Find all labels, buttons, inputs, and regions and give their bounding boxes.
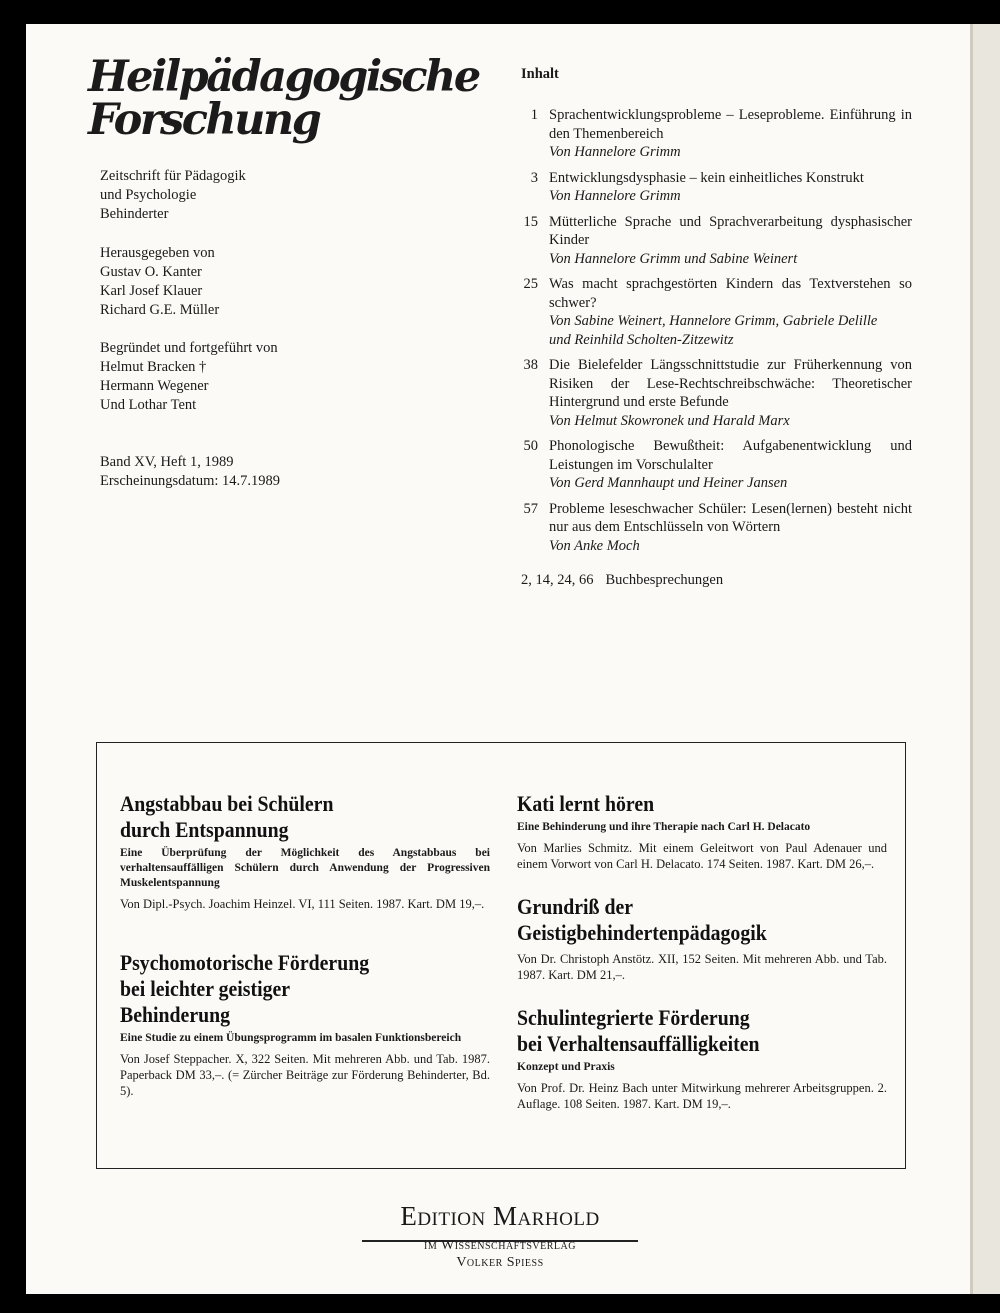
book-title-line: Grundriß der bbox=[517, 894, 634, 919]
book-details: Von Prof. Dr. Heinz Bach unter Mitwirkung mehrerer Arbeitsgruppen. 2. Auflage. 108 Seiten. 1987. Kart. DM 19,–. bbox=[517, 1081, 887, 1111]
book-ad bbox=[517, 791, 887, 872]
toc-title: Was macht sprachgestörten Kindern das Textverstehen so schwer? bbox=[549, 276, 912, 311]
book-title-line: Angstabbau bei Schülern bbox=[120, 791, 334, 816]
toc-page-number: 50 bbox=[523, 438, 538, 454]
next-page-edge bbox=[970, 24, 1000, 1294]
toc-page-number: 57 bbox=[523, 500, 538, 517]
book-title bbox=[517, 894, 886, 946]
book-subtitle: Konzept und Praxis bbox=[517, 1061, 615, 1073]
toc-page-number: 1 bbox=[530, 107, 538, 123]
toc-title: Probleme leseschwacher Schüler: Lesen(lernen) besteht nicht nur aus dem Entschlüsseln von Wörtern bbox=[549, 500, 912, 535]
toc-authors: und Reinhild Scholten-Zitzewitz bbox=[549, 331, 734, 348]
subtitle-line: Zeitschrift für Pädagogik bbox=[100, 168, 246, 184]
toc-entry[interactable] bbox=[512, 275, 912, 349]
toc-entry[interactable] bbox=[512, 500, 912, 556]
book-details: Von Josef Steppacher. X, 322 Seiten. Mit mehreren Abb. und Tab. 1987. Paperback DM 33,–. (= Zürcher Beiträge zur Förderung Behinderter, Bd. 5). bbox=[120, 1052, 490, 1098]
toc-reviews-pages: 2, 14, 24, 66 bbox=[521, 572, 594, 588]
book-details: Von Marlies Schmitz. Mit einem Geleitwort von Paul Adenauer und einem Vorwort von Carl H. Delacato. 174 Seiten. 1987. Kart. DM 26,–. bbox=[517, 841, 887, 871]
ad-column-left bbox=[120, 791, 490, 1117]
founders-line: Begründet und fortgeführt von bbox=[100, 340, 278, 356]
toc-entry[interactable] bbox=[512, 106, 912, 162]
subtitle-line: Behinderter bbox=[100, 206, 169, 222]
toc-authors: Von Anke Moch bbox=[549, 537, 640, 554]
journal-title-line2: Forschung bbox=[88, 95, 320, 145]
journal-title-line1: Heilpädagogische bbox=[88, 52, 479, 102]
book-title bbox=[517, 791, 886, 817]
publisher-imprint-line: Volker Spiess bbox=[456, 1255, 544, 1270]
toc-authors: Von Gerd Mannhaupt und Heiner Jansen bbox=[549, 475, 788, 491]
book-details: Von Dipl.-Psych. Joachim Heinzel. VI, 111 Seiten. 1987. Kart. DM 19,–. bbox=[120, 897, 485, 911]
toc-page-number: 15 bbox=[523, 213, 538, 230]
founders-block bbox=[100, 339, 278, 415]
founders-line: Helmut Bracken † bbox=[100, 359, 207, 375]
book-title-line: bei Verhaltensauffälligkeiten bbox=[517, 1031, 760, 1056]
toc-entry[interactable] bbox=[512, 356, 912, 430]
toc-reviews-entry[interactable] bbox=[521, 572, 723, 589]
toc-title: Die Bielefelder Längsschnittstudie zur Früherkennung von Risiken der Lese-Rechtschreibschwäche: Theoretischer Hintergrund und erste Befunde bbox=[549, 357, 912, 410]
editors-line: Gustav O. Kanter bbox=[100, 264, 202, 280]
toc-page-number: 25 bbox=[523, 276, 538, 292]
editors-line: Richard G.E. Müller bbox=[100, 302, 220, 318]
subtitle-line: und Psychologie bbox=[100, 187, 197, 203]
book-title bbox=[120, 950, 489, 1028]
toc-reviews-label: Buchbesprechungen bbox=[605, 572, 724, 588]
book-subtitle: Eine Studie zu einem Übungsprogramm im basalen Funktionsbereich bbox=[120, 1032, 462, 1044]
book-title bbox=[517, 1005, 886, 1057]
book-subtitle: Eine Überprüfung der Möglichkeit des Angstabbaus bei verhaltensauffälligen Schülern durch Anwendung der Progressiven Muskelentspannung bbox=[120, 847, 490, 889]
publisher-name bbox=[0, 1200, 1000, 1232]
book-title-line: Psychomotorische Förderung bbox=[120, 950, 370, 975]
book-title-line: bei leichter geistiger bbox=[120, 976, 291, 1001]
toc-heading: Inhalt bbox=[521, 66, 559, 82]
publisher-imprint-line: im Wissenschaftsverlag bbox=[424, 1238, 576, 1253]
toc-entry[interactable] bbox=[512, 169, 912, 206]
issue-info bbox=[100, 453, 280, 491]
book-title-line: Geistigbehindertenpädagogik bbox=[517, 920, 767, 945]
toc-authors: Von Sabine Weinert, Hannelore Grimm, Gabriele Delille bbox=[549, 313, 878, 329]
toc-page-number: 38 bbox=[523, 357, 538, 373]
advertisement-box bbox=[96, 742, 906, 1169]
book-title bbox=[120, 791, 489, 843]
editors-line: Karl Josef Klauer bbox=[100, 283, 203, 299]
journal-title bbox=[88, 52, 479, 145]
publisher-imprint bbox=[0, 1237, 1000, 1271]
table-of-contents bbox=[512, 106, 912, 562]
book-ad bbox=[120, 791, 490, 912]
founders-line: Und Lothar Tent bbox=[100, 397, 197, 413]
founders-line: Hermann Wegener bbox=[100, 378, 209, 394]
toc-entry[interactable] bbox=[512, 437, 912, 493]
toc-title: Mütterliche Sprache und Sprachverarbeitung dysphasischer Kinder bbox=[549, 213, 912, 248]
issue-date: Erscheinungsdatum: 14.7.1989 bbox=[100, 473, 281, 489]
book-details: Von Dr. Christoph Anstötz. XII, 152 Seiten. Mit mehreren Abb. und Tab. 1987. Kart. DM 21,–. bbox=[517, 952, 887, 982]
toc-authors: Von Hannelore Grimm bbox=[549, 188, 681, 204]
editors-block bbox=[100, 244, 219, 320]
toc-entry[interactable] bbox=[512, 213, 912, 269]
journal-subtitle bbox=[100, 167, 246, 224]
publisher-title: Edition Marhold bbox=[400, 1201, 600, 1231]
book-ad bbox=[517, 894, 887, 983]
issue-volume: Band XV, Heft 1, 1989 bbox=[100, 454, 234, 470]
book-ad bbox=[517, 1005, 887, 1112]
book-ad bbox=[120, 950, 490, 1099]
book-title-line: Behinderung bbox=[120, 1002, 231, 1027]
toc-page-number: 3 bbox=[530, 169, 538, 186]
toc-title: Entwicklungsdysphasie – kein einheitliches Konstrukt bbox=[549, 169, 864, 186]
book-title-line: Schulintegrierte Förderung bbox=[517, 1005, 750, 1030]
toc-title: Phonologische Bewußtheit: Aufgabenentwicklung und Leistungen im Vorschulalter bbox=[549, 438, 912, 473]
book-title-line: Kati lernt hören bbox=[517, 791, 655, 816]
ad-column-right bbox=[517, 791, 887, 1130]
book-subtitle: Eine Behinderung und ihre Therapie nach Carl H. Delacato bbox=[517, 821, 811, 833]
toc-authors: Von Hannelore Grimm bbox=[549, 144, 681, 160]
book-title-line: durch Entspannung bbox=[120, 817, 289, 842]
toc-authors: Von Helmut Skowronek und Harald Marx bbox=[549, 412, 790, 429]
editors-line: Herausgegeben von bbox=[100, 245, 215, 261]
toc-title: Sprachentwicklungsprobleme – Leseprobleme. Einführung in den Themenbereich bbox=[549, 107, 912, 142]
toc-authors: Von Hannelore Grimm und Sabine Weinert bbox=[549, 250, 798, 267]
